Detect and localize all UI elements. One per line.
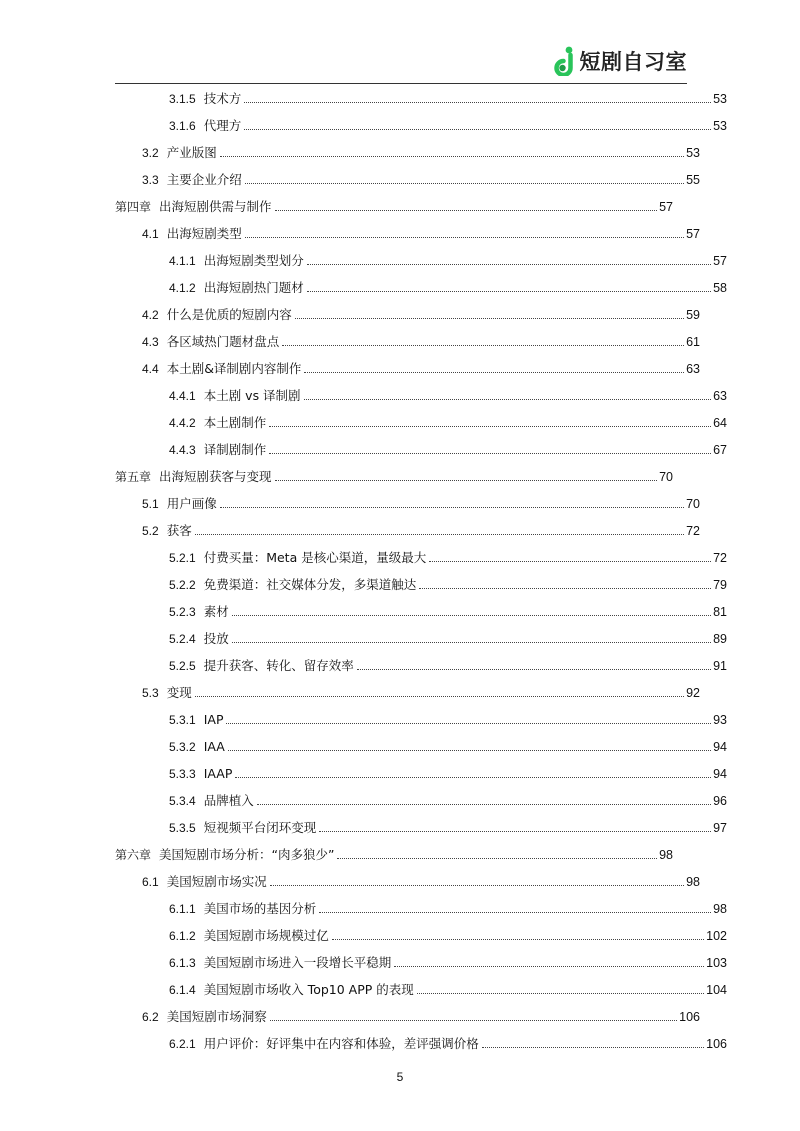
toc-entry-title: 免费渠道：社交媒体分发，多渠道触达 xyxy=(203,577,417,592)
toc-entry-page: 67 xyxy=(713,443,727,457)
toc-entry-title: 出海短剧类型划分 xyxy=(203,253,304,268)
toc-entry-title: 主要企业介绍 xyxy=(166,172,242,187)
toc-entry-number: 5.2.4 xyxy=(169,632,196,646)
toc-entry-title: 本土剧 vs 译制剧 xyxy=(203,388,301,403)
toc-entry-title: 变现 xyxy=(166,685,192,700)
toc-entry-page: 104 xyxy=(706,983,727,997)
toc-entry[interactable] xyxy=(115,134,700,161)
toc-entry-number: 3.1.5 xyxy=(169,92,196,106)
toc-entry-title: 用户画像 xyxy=(166,496,217,511)
toc-entry-page: 53 xyxy=(713,92,727,106)
toc-entry-number: 4.3 xyxy=(142,335,159,349)
toc-entry-page: 79 xyxy=(713,578,727,592)
toc-entry-title: 素材 xyxy=(203,604,229,619)
toc-entry[interactable] xyxy=(115,539,727,566)
toc-entry-page: 70 xyxy=(686,497,700,511)
toc-entry-title: IAAP xyxy=(203,766,233,781)
toc-entry-number: 4.4 xyxy=(142,362,159,376)
toc-entry-page: 61 xyxy=(686,335,700,349)
toc-dot-leader xyxy=(244,129,711,130)
toc-dot-leader xyxy=(226,723,711,724)
toc-dot-leader xyxy=(332,939,704,940)
toc-entry-number: 4.1 xyxy=(142,227,159,241)
toc-entry-title: 美国短剧市场分析：“肉多狼少” xyxy=(159,847,335,862)
toc-entry-page: 72 xyxy=(686,524,700,538)
toc-entry-title: 美国短剧市场规模过亿 xyxy=(203,928,329,943)
toc-entry-title: 出海短剧供需与制作 xyxy=(159,199,272,214)
toc-entry[interactable] xyxy=(115,377,727,404)
toc-dot-leader xyxy=(235,777,711,778)
toc-entry[interactable] xyxy=(115,782,727,809)
toc-entry[interactable] xyxy=(115,188,673,215)
toc-entry[interactable] xyxy=(115,647,727,674)
toc-entry-page: 103 xyxy=(706,956,727,970)
toc-entry[interactable] xyxy=(115,809,727,836)
toc-entry-number: 5.3.4 xyxy=(169,794,196,808)
toc-entry-title: 用户评价：好评集中在内容和体验，差评强调价格 xyxy=(203,1036,479,1051)
toc-dot-leader xyxy=(304,399,712,400)
toc-entry[interactable] xyxy=(115,80,727,107)
toc-entry-page: 98 xyxy=(713,902,727,916)
toc-entry[interactable] xyxy=(115,242,727,269)
toc-dot-leader xyxy=(304,372,684,373)
toc-entry-page: 57 xyxy=(713,254,727,268)
toc-entry-page: 59 xyxy=(686,308,700,322)
toc-entry-page: 94 xyxy=(713,740,727,754)
toc-dot-leader xyxy=(275,210,658,211)
toc-entry-page: 63 xyxy=(713,389,727,403)
toc-entry-title: 技术方 xyxy=(203,91,242,106)
toc-entry-page: 63 xyxy=(686,362,700,376)
toc-entry-number: 第四章 xyxy=(115,200,152,214)
toc-entry-page: 92 xyxy=(686,686,700,700)
toc-entry-number: 5.3.3 xyxy=(169,767,196,781)
toc-entry-title: 美国短剧市场实况 xyxy=(166,874,267,889)
toc-entry-number: 6.1.1 xyxy=(169,902,196,916)
brand-logo xyxy=(553,46,688,76)
toc-entry-number: 3.3 xyxy=(142,173,159,187)
toc-dot-leader xyxy=(195,696,684,697)
toc-dot-leader xyxy=(220,156,684,157)
toc-entry-page: 98 xyxy=(686,875,700,889)
toc-entry-page: 57 xyxy=(686,227,700,241)
toc-dot-leader xyxy=(307,291,711,292)
toc-dot-leader xyxy=(419,588,711,589)
toc-entry[interactable] xyxy=(115,296,700,323)
page-number: 5 xyxy=(396,1070,404,1084)
toc-entry-page: 98 xyxy=(659,848,673,862)
toc-entry-title: 出海短剧类型 xyxy=(166,226,242,241)
toc-entry-page: 97 xyxy=(713,821,727,835)
toc-entry-page: 96 xyxy=(713,794,727,808)
toc-entry[interactable] xyxy=(115,998,700,1025)
toc-entry-number: 第六章 xyxy=(115,848,152,862)
toc-dot-leader xyxy=(307,264,711,265)
toc-dot-leader xyxy=(482,1047,704,1048)
toc-entry-number: 5.3.2 xyxy=(169,740,196,754)
toc-entry-number: 5.2 xyxy=(142,524,159,538)
toc-entry-page: 102 xyxy=(706,929,727,943)
toc-entry-title: IAP xyxy=(203,712,224,727)
toc-entry[interactable] xyxy=(115,323,700,350)
toc-entry-title: 美国市场的基因分析 xyxy=(203,901,317,916)
toc-entry[interactable] xyxy=(115,674,700,701)
toc-entry[interactable] xyxy=(115,620,727,647)
toc-dot-leader xyxy=(270,885,684,886)
toc-dot-leader xyxy=(257,804,711,805)
toc-entry[interactable] xyxy=(115,863,700,890)
toc-dot-leader xyxy=(357,669,711,670)
toc-dot-leader xyxy=(282,345,684,346)
toc-entry-title: 短视频平台闭环变现 xyxy=(203,820,317,835)
toc-dot-leader xyxy=(394,966,704,967)
toc-entry-title: 投放 xyxy=(203,631,229,646)
toc-entry-title: 代理方 xyxy=(203,118,242,133)
toc-entry-page: 64 xyxy=(713,416,727,430)
toc-entry-number: 5.2.5 xyxy=(169,659,196,673)
toc-dot-leader xyxy=(275,480,658,481)
toc-entry[interactable] xyxy=(115,215,700,242)
toc-entry-page: 53 xyxy=(713,119,727,133)
toc-entry-title: 品牌植入 xyxy=(203,793,254,808)
toc-entry-number: 6.1 xyxy=(142,875,159,889)
toc-entry[interactable] xyxy=(115,404,727,431)
toc-entry-page: 106 xyxy=(706,1037,727,1051)
toc-entry[interactable] xyxy=(115,944,727,971)
toc-entry[interactable] xyxy=(115,485,700,512)
toc-entry-title: 提升获客、转化、留存效率 xyxy=(203,658,354,673)
toc-entry-page: 94 xyxy=(713,767,727,781)
toc-entry-title: 出海短剧热门题材 xyxy=(203,280,304,295)
toc-entry[interactable] xyxy=(115,701,727,728)
toc-entry-title: 译制剧制作 xyxy=(203,442,267,457)
toc-entry-title: 美国短剧市场进入一段增长平稳期 xyxy=(203,955,392,970)
toc-entry[interactable] xyxy=(115,458,673,485)
toc-entry-number: 4.4.2 xyxy=(169,416,196,430)
toc-entry-number: 3.2 xyxy=(142,146,159,160)
toc-entry-number: 5.3.5 xyxy=(169,821,196,835)
toc-entry-title: IAA xyxy=(203,739,225,754)
toc-entry-title: 出海短剧获客与变现 xyxy=(159,469,272,484)
toc-entry-number: 4.4.1 xyxy=(169,389,196,403)
toc-entry[interactable] xyxy=(115,971,727,998)
toc-entry-title: 什么是优质的短剧内容 xyxy=(166,307,292,322)
brand-logo-icon xyxy=(553,46,577,76)
toc-entry[interactable] xyxy=(115,1025,727,1052)
toc-entry-page: 89 xyxy=(713,632,727,646)
toc-entry[interactable] xyxy=(115,917,727,944)
toc-dot-leader xyxy=(269,426,711,427)
toc-dot-leader xyxy=(319,912,711,913)
toc-entry[interactable] xyxy=(115,269,727,296)
toc-entry[interactable] xyxy=(115,728,727,755)
toc-dot-leader xyxy=(220,507,684,508)
brand-logo-text: 短剧自习室 xyxy=(579,50,687,74)
toc-dot-leader xyxy=(337,858,657,859)
toc-entry-page: 81 xyxy=(713,605,727,619)
toc-entry-number: 6.1.4 xyxy=(169,983,196,997)
toc-dot-leader xyxy=(228,750,711,751)
toc-entry-number: 5.2.1 xyxy=(169,551,196,565)
toc-entry-page: 106 xyxy=(679,1010,700,1024)
toc-entry-title: 美国短剧市场洞察 xyxy=(166,1009,267,1024)
toc-entry[interactable] xyxy=(115,755,727,782)
toc-entry-title: 产业版图 xyxy=(166,145,217,160)
toc-entry-number: 第五章 xyxy=(115,470,152,484)
toc-entry[interactable] xyxy=(115,890,727,917)
toc-entry[interactable] xyxy=(115,836,673,863)
toc-entry-title: 付费买量：Meta 是核心渠道，量级最大 xyxy=(203,550,427,565)
toc-dot-leader xyxy=(232,642,711,643)
toc-entry-page: 58 xyxy=(713,281,727,295)
toc-entry-number: 6.2.1 xyxy=(169,1037,196,1051)
toc-entry[interactable] xyxy=(115,350,700,377)
toc-dot-leader xyxy=(295,318,684,319)
toc-dot-leader xyxy=(319,831,711,832)
toc-entry-page: 57 xyxy=(659,200,673,214)
toc-entry-number: 6.2 xyxy=(142,1010,159,1024)
toc-entry[interactable] xyxy=(115,593,727,620)
toc-entry[interactable] xyxy=(115,566,727,593)
toc-entry[interactable] xyxy=(115,431,727,458)
toc-entry[interactable] xyxy=(115,161,700,188)
toc-entry-number: 5.1 xyxy=(142,497,159,511)
toc-entry-number: 4.1.2 xyxy=(169,281,196,295)
toc-entry-title: 本土剧制作 xyxy=(203,415,267,430)
toc-entry-number: 6.1.3 xyxy=(169,956,196,970)
toc-entry-number: 6.1.2 xyxy=(169,929,196,943)
toc-dot-leader xyxy=(232,615,711,616)
toc-entry-title: 美国短剧市场收入 Top10 APP 的表现 xyxy=(203,982,414,997)
toc-dot-leader xyxy=(417,993,704,994)
toc-dot-leader xyxy=(195,534,684,535)
toc-dot-leader xyxy=(269,453,711,454)
toc-entry[interactable] xyxy=(115,107,727,134)
toc-dot-leader xyxy=(245,237,684,238)
toc-entry-number: 4.4.3 xyxy=(169,443,196,457)
toc-entry-number: 4.1.1 xyxy=(169,254,196,268)
page-header xyxy=(115,40,687,84)
toc-dot-leader xyxy=(270,1020,677,1021)
toc-entry-number: 5.2.3 xyxy=(169,605,196,619)
toc-entry-title: 获客 xyxy=(166,523,192,538)
toc-entry-number: 5.3.1 xyxy=(169,713,196,727)
toc-entry-page: 72 xyxy=(713,551,727,565)
toc-entry-number: 4.2 xyxy=(142,308,159,322)
toc-entry-title: 各区域热门题材盘点 xyxy=(166,334,280,349)
toc-dot-leader xyxy=(244,102,711,103)
toc-dot-leader xyxy=(245,183,684,184)
toc-entry-page: 93 xyxy=(713,713,727,727)
toc-dot-leader xyxy=(429,561,711,562)
toc-entry-page: 53 xyxy=(686,146,700,160)
toc-entry-page: 91 xyxy=(713,659,727,673)
toc-entry[interactable] xyxy=(115,512,700,539)
toc-entry-page: 70 xyxy=(659,470,673,484)
toc-entry-number: 3.1.6 xyxy=(169,119,196,133)
toc-entry-title: 本土剧&译制剧内容制作 xyxy=(166,361,302,376)
toc-entry-number: 5.3 xyxy=(142,686,159,700)
toc-entry-number: 5.2.2 xyxy=(169,578,196,592)
toc-entry-page: 55 xyxy=(686,173,700,187)
